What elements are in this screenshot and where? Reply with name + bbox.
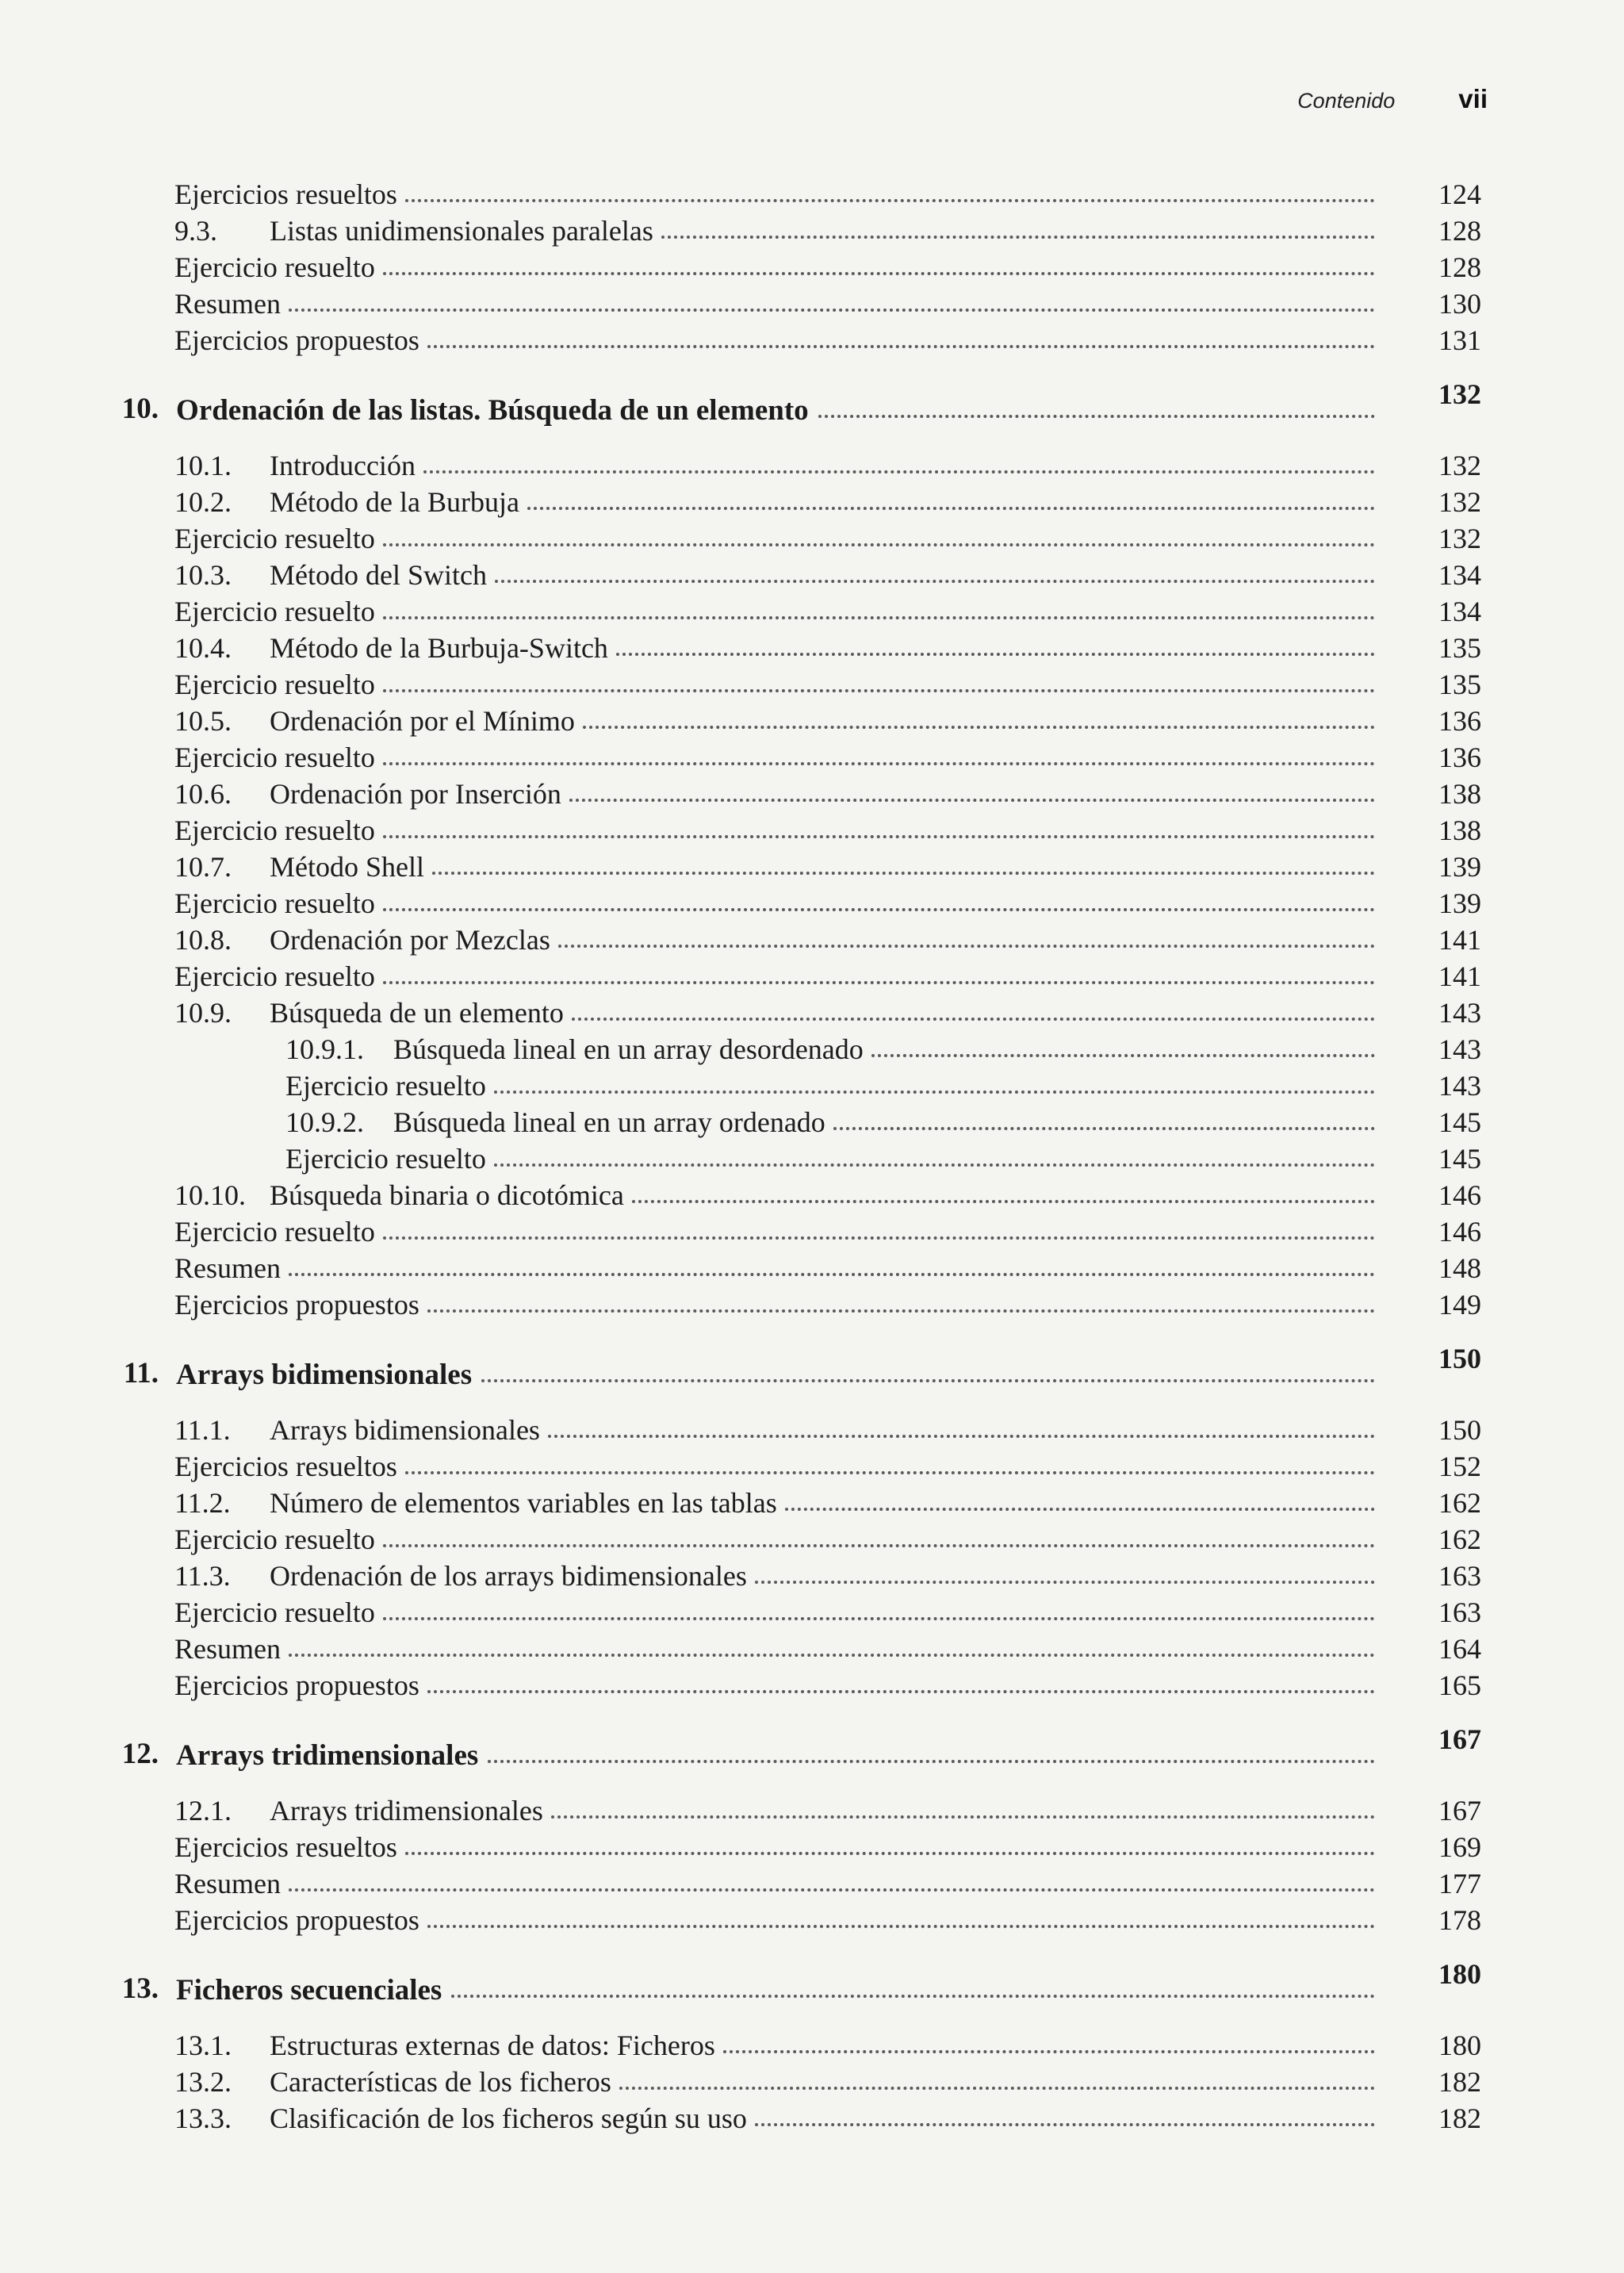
dot-leader <box>427 1925 1375 1928</box>
dot-leader <box>572 1018 1375 1021</box>
dot-leader <box>383 1544 1375 1547</box>
chapter-page-number: 150 <box>1438 1343 1481 1374</box>
dot-leader <box>432 872 1375 875</box>
section-title: Ejercicio resuelto <box>174 742 375 773</box>
toc-entry-line <box>285 1068 1386 1104</box>
section-title: Búsqueda binaria o dicotómica <box>270 1179 624 1211</box>
toc-entry <box>0 885 1624 922</box>
section-page-number: 178 <box>1438 1904 1481 1936</box>
dot-leader <box>619 2087 1375 2090</box>
chapter-page-number: 167 <box>1438 1723 1481 1755</box>
toc-entry-line <box>174 447 1386 484</box>
section-number: 12.1. <box>174 1795 232 1826</box>
dot-leader <box>423 470 1375 473</box>
toc-entry <box>0 1213 1624 1250</box>
chapter-title: Arrays tridimensionales <box>176 1738 479 1772</box>
chapter-spacer <box>0 1397 1624 1412</box>
toc-entry-line <box>174 1286 1386 1323</box>
section-title: Listas unidimensionales paralelas <box>270 215 653 247</box>
chapter-page-number: 132 <box>1438 378 1481 410</box>
section-number: 13.2. <box>174 2066 232 2098</box>
toc-entry <box>0 1250 1624 1286</box>
dot-leader <box>405 1852 1375 1855</box>
toc-entry-line <box>174 1521 1386 1558</box>
section-number: 10.9. <box>174 997 232 1029</box>
section-page-number: 132 <box>1438 450 1481 481</box>
dot-leader <box>871 1054 1375 1057</box>
section-page-number: 143 <box>1438 997 1481 1029</box>
section-page-number: 139 <box>1438 887 1481 919</box>
toc-entry <box>0 286 1624 322</box>
toc-entry-line <box>174 1667 1386 1704</box>
section-number: 10.4. <box>174 632 232 664</box>
section-page-number: 136 <box>1438 705 1481 737</box>
toc-entry-line <box>174 666 1386 703</box>
toc-entry <box>0 322 1624 358</box>
dot-leader <box>632 1200 1375 1203</box>
chapter-heading <box>0 1956 1624 2013</box>
section-page-number: 136 <box>1438 742 1481 773</box>
toc-entry-line <box>174 322 1386 358</box>
section-page-number: 177 <box>1438 1868 1481 1899</box>
dot-leader <box>785 1508 1375 1511</box>
section-title: Método de la Burbuja-Switch <box>270 632 608 664</box>
toc-entry-line <box>174 2064 1386 2100</box>
section-title: Estructuras externas de datos: Ficheros <box>270 2030 715 2061</box>
section-title: Ejercicio resuelto <box>174 251 375 283</box>
dot-leader <box>558 945 1375 948</box>
toc-entry <box>0 447 1624 484</box>
toc-entry-line <box>174 739 1386 776</box>
toc-entry <box>0 703 1624 739</box>
dot-leader <box>495 580 1375 583</box>
section-title: Ejercicio resuelto <box>174 596 375 627</box>
dot-leader <box>548 1435 1375 1438</box>
section-title: Ejercicios resueltos <box>174 1831 397 1863</box>
section-title: Ejercicios propuestos <box>174 1904 419 1936</box>
toc-entry-line <box>174 1448 1386 1485</box>
toc-entry-line <box>174 1558 1386 1594</box>
chapter-number: 12. <box>121 1738 159 1770</box>
toc-entry-line <box>174 286 1386 322</box>
section-number: 11.3. <box>174 1560 231 1592</box>
section-page-number: 182 <box>1438 2066 1481 2098</box>
toc-entry-line <box>174 703 1386 739</box>
dot-leader <box>833 1127 1375 1130</box>
dot-leader <box>383 908 1375 911</box>
chapter-title: Arrays bidimensionales <box>176 1358 473 1391</box>
section-title: Introducción <box>270 450 416 481</box>
section-page-number: 165 <box>1438 1669 1481 1701</box>
dot-leader <box>818 415 1375 418</box>
toc-entry <box>0 630 1624 666</box>
chapter-heading <box>0 1721 1624 1778</box>
chapter-spacer <box>0 433 1624 447</box>
section-page-number: 138 <box>1438 778 1481 810</box>
section-title: Ejercicio resuelto <box>285 1070 486 1102</box>
dot-leader <box>405 199 1375 202</box>
section-page-number: 139 <box>1438 851 1481 883</box>
toc-entry-line <box>174 958 1386 995</box>
section-title: Ejercicio resuelto <box>174 523 375 554</box>
section-number: 10.1. <box>174 450 232 481</box>
table-of-contents <box>0 176 1624 2137</box>
dot-leader <box>383 1617 1375 1620</box>
toc-entry <box>0 1792 1624 1829</box>
chapter-heading <box>0 376 1624 433</box>
toc-entry-line <box>174 484 1386 520</box>
section-title: Ejercicios propuestos <box>174 324 419 356</box>
dot-leader <box>481 1379 1375 1382</box>
toc-entry-line <box>174 1485 1386 1521</box>
toc-entry-line <box>174 1594 1386 1631</box>
section-number: 10.8. <box>174 924 232 956</box>
page-folio: vii <box>1458 84 1488 113</box>
section-title: Arrays tridimensionales <box>270 1795 543 1826</box>
toc-entry <box>0 812 1624 849</box>
toc-entry-line <box>174 213 1386 249</box>
section-page-number: 162 <box>1438 1524 1481 1555</box>
section-title: Ordenación de los arrays bidimensionales <box>270 1560 747 1592</box>
running-head <box>1297 84 1488 114</box>
toc-entry <box>0 1902 1624 1938</box>
dot-leader <box>289 1654 1375 1657</box>
section-number: 9.3. <box>174 215 217 247</box>
toc-entry <box>0 1521 1624 1558</box>
section-page-number: 141 <box>1438 924 1481 956</box>
section-title: Ordenación por Mezclas <box>270 924 550 956</box>
toc-entry-line <box>174 249 1386 286</box>
section-page-number: 145 <box>1438 1106 1481 1138</box>
section-number: 10.7. <box>174 851 232 883</box>
chapter-entry <box>176 392 1386 428</box>
section-title: Ejercicio resuelto <box>174 669 375 700</box>
dot-leader <box>551 1815 1375 1819</box>
dot-leader <box>383 543 1375 546</box>
running-head-title: Contenido <box>1297 89 1396 113</box>
dot-leader <box>488 1760 1375 1763</box>
section-title: Número de elementos variables en las tablas <box>270 1487 777 1519</box>
toc-entry <box>0 995 1624 1031</box>
toc-entry <box>0 1667 1624 1704</box>
toc-entry-line <box>174 1412 1386 1448</box>
toc-entry <box>0 484 1624 520</box>
section-title: Ejercicio resuelto <box>174 815 375 846</box>
toc-entry-line <box>174 1631 1386 1667</box>
toc-entry <box>0 176 1624 213</box>
toc-entry-line <box>174 1829 1386 1865</box>
section-title: Ejercicios propuestos <box>174 1289 419 1320</box>
toc-entry <box>0 1485 1624 1521</box>
dot-leader <box>383 272 1375 275</box>
toc-entry-line <box>174 630 1386 666</box>
section-page-number: 148 <box>1438 1252 1481 1284</box>
toc-entry <box>0 1448 1624 1485</box>
dot-leader <box>405 1471 1375 1474</box>
section-title: Ejercicios propuestos <box>174 1669 419 1701</box>
section-page-number: 134 <box>1438 559 1481 591</box>
toc-entry-line <box>174 995 1386 1031</box>
dot-leader <box>583 726 1375 729</box>
section-number: 11.2. <box>174 1487 231 1519</box>
toc-entry <box>0 776 1624 812</box>
toc-entry-line <box>285 1031 1386 1068</box>
toc-entry <box>0 593 1624 630</box>
dot-leader <box>383 835 1375 838</box>
chapter-title: Ordenación de las listas. Búsqueda de un elemento <box>176 393 809 427</box>
toc-entry-line <box>285 1104 1386 1140</box>
toc-entry <box>0 922 1624 958</box>
section-title: Ejercicio resuelto <box>174 1596 375 1628</box>
toc-entry <box>0 2100 1624 2137</box>
section-title: Método Shell <box>270 851 424 883</box>
section-number: 10.9.2. <box>285 1106 364 1138</box>
section-page-number: 164 <box>1438 1633 1481 1665</box>
chapter-number: 10. <box>121 393 159 425</box>
toc-entry <box>0 1558 1624 1594</box>
toc-entry <box>0 1031 1624 1068</box>
toc-entry <box>0 1140 1624 1177</box>
section-title: Búsqueda lineal en un array desordenado <box>393 1033 864 1065</box>
toc-entry-line <box>174 557 1386 593</box>
section-page-number: 167 <box>1438 1795 1481 1826</box>
section-title: Ordenación por el Mínimo <box>270 705 575 737</box>
toc-entry <box>0 1177 1624 1213</box>
section-page-number: 132 <box>1438 486 1481 518</box>
dot-leader <box>661 236 1375 239</box>
chapter-number: 11. <box>123 1357 159 1389</box>
toc-entry <box>0 666 1624 703</box>
dot-leader <box>383 1236 1375 1240</box>
toc-entry <box>0 1104 1624 1140</box>
toc-entry <box>0 958 1624 995</box>
section-title: Resumen <box>174 1252 281 1284</box>
toc-entry-line <box>174 1250 1386 1286</box>
section-number: 10.3. <box>174 559 232 591</box>
section-number: 13.1. <box>174 2030 232 2061</box>
section-title: Ejercicio resuelto <box>285 1143 486 1175</box>
section-title: Búsqueda de un elemento <box>270 997 564 1029</box>
toc-entry <box>0 739 1624 776</box>
section-page-number: 141 <box>1438 960 1481 992</box>
dot-leader <box>427 1690 1375 1693</box>
dot-leader <box>383 689 1375 692</box>
section-title: Clasificación de los ficheros según su uso <box>270 2102 747 2134</box>
section-page-number: 180 <box>1438 2030 1481 2061</box>
toc-entry-line <box>174 2100 1386 2137</box>
section-number: 10.2. <box>174 486 232 518</box>
toc-entry <box>0 1631 1624 1667</box>
toc-entry <box>0 249 1624 286</box>
toc-entry <box>0 213 1624 249</box>
toc-entry <box>0 1286 1624 1323</box>
dot-leader <box>755 1581 1375 1584</box>
section-page-number: 169 <box>1438 1831 1481 1863</box>
dot-leader <box>451 1995 1375 1998</box>
section-page-number: 128 <box>1438 215 1481 247</box>
section-page-number: 130 <box>1438 288 1481 320</box>
section-title: Resumen <box>174 1868 281 1899</box>
toc-entry <box>0 2027 1624 2064</box>
toc-entry-line <box>174 2027 1386 2064</box>
dot-leader <box>289 1273 1375 1276</box>
section-title: Ejercicio resuelto <box>174 960 375 992</box>
section-title: Ordenación por Inserción <box>270 778 561 810</box>
toc-entry <box>0 849 1624 885</box>
toc-entry <box>0 1594 1624 1631</box>
section-title: Método del Switch <box>270 559 487 591</box>
section-title: Resumen <box>174 288 281 320</box>
chapter-spacer <box>0 2013 1624 2027</box>
toc-entry <box>0 520 1624 557</box>
dot-leader <box>569 799 1375 802</box>
toc-entry-line <box>285 1140 1386 1177</box>
dot-leader <box>289 309 1375 312</box>
section-title: Método de la Burbuja <box>270 486 519 518</box>
toc-entry-line <box>174 176 1386 213</box>
toc-entry <box>0 1412 1624 1448</box>
section-number: 10.6. <box>174 778 232 810</box>
chapter-number: 13. <box>121 1972 159 2005</box>
section-title: Búsqueda lineal en un array ordenado <box>393 1106 825 1138</box>
dot-leader <box>427 345 1375 348</box>
section-page-number: 135 <box>1438 669 1481 700</box>
section-page-number: 145 <box>1438 1143 1481 1175</box>
toc-entry-line <box>174 776 1386 812</box>
toc-entry-line <box>174 849 1386 885</box>
section-title: Ejercicio resuelto <box>174 887 375 919</box>
section-page-number: 131 <box>1438 324 1481 356</box>
section-page-number: 162 <box>1438 1487 1481 1519</box>
section-page-number: 163 <box>1438 1596 1481 1628</box>
toc-entry-line <box>174 520 1386 557</box>
dot-leader <box>383 981 1375 984</box>
toc-entry-line <box>174 885 1386 922</box>
dot-leader <box>616 653 1375 656</box>
section-title: Arrays bidimensionales <box>270 1414 540 1446</box>
dot-leader <box>723 2050 1375 2053</box>
toc-entry <box>0 1865 1624 1902</box>
section-number: 10.10. <box>174 1179 246 1211</box>
dot-leader <box>527 507 1375 510</box>
section-number: 10.5. <box>174 705 232 737</box>
section-page-number: 138 <box>1438 815 1481 846</box>
dot-leader <box>289 1888 1375 1892</box>
section-title: Resumen <box>174 1633 281 1665</box>
toc-entry-line <box>174 1792 1386 1829</box>
dot-leader <box>755 2123 1375 2126</box>
section-number: 11.1. <box>174 1414 231 1446</box>
dot-leader <box>494 1091 1375 1094</box>
section-number: 13.3. <box>174 2102 232 2134</box>
section-page-number: 150 <box>1438 1414 1481 1446</box>
toc-entry-line <box>174 1865 1386 1902</box>
section-page-number: 143 <box>1438 1033 1481 1065</box>
section-title: Características de los ficheros <box>270 2066 611 2098</box>
section-title: Ejercicio resuelto <box>174 1524 375 1555</box>
toc-entry-line <box>174 593 1386 630</box>
chapter-title: Ficheros secuenciales <box>176 1973 442 2007</box>
section-page-number: 135 <box>1438 632 1481 664</box>
toc-entry-line <box>174 1213 1386 1250</box>
section-page-number: 134 <box>1438 596 1481 627</box>
section-page-number: 124 <box>1438 178 1481 210</box>
section-page-number: 146 <box>1438 1179 1481 1211</box>
dot-leader <box>383 616 1375 619</box>
toc-entry <box>0 2064 1624 2100</box>
section-title: Ejercicios resueltos <box>174 178 397 210</box>
section-page-number: 163 <box>1438 1560 1481 1592</box>
section-page-number: 143 <box>1438 1070 1481 1102</box>
toc-entry-line <box>174 922 1386 958</box>
section-page-number: 152 <box>1438 1451 1481 1482</box>
section-number: 10.9.1. <box>285 1033 364 1065</box>
chapter-entry <box>176 1737 1386 1773</box>
dot-leader <box>427 1309 1375 1313</box>
section-page-number: 132 <box>1438 523 1481 554</box>
dot-leader <box>383 762 1375 765</box>
chapter-spacer <box>0 1778 1624 1792</box>
section-page-number: 149 <box>1438 1289 1481 1320</box>
section-title: Ejercicio resuelto <box>174 1216 375 1248</box>
section-page-number: 128 <box>1438 251 1481 283</box>
toc-entry-line <box>174 812 1386 849</box>
toc-entry-line <box>174 1902 1386 1938</box>
section-page-number: 182 <box>1438 2102 1481 2134</box>
chapter-page-number: 180 <box>1438 1958 1481 1990</box>
section-title: Ejercicios resueltos <box>174 1451 397 1482</box>
section-page-number: 146 <box>1438 1216 1481 1248</box>
chapter-entry <box>176 1972 1386 2008</box>
dot-leader <box>494 1163 1375 1167</box>
chapter-heading <box>0 1340 1624 1397</box>
chapter-entry <box>176 1356 1386 1393</box>
toc-entry <box>0 557 1624 593</box>
toc-entry-line <box>174 1177 1386 1213</box>
toc-entry <box>0 1829 1624 1865</box>
toc-entry <box>0 1068 1624 1104</box>
